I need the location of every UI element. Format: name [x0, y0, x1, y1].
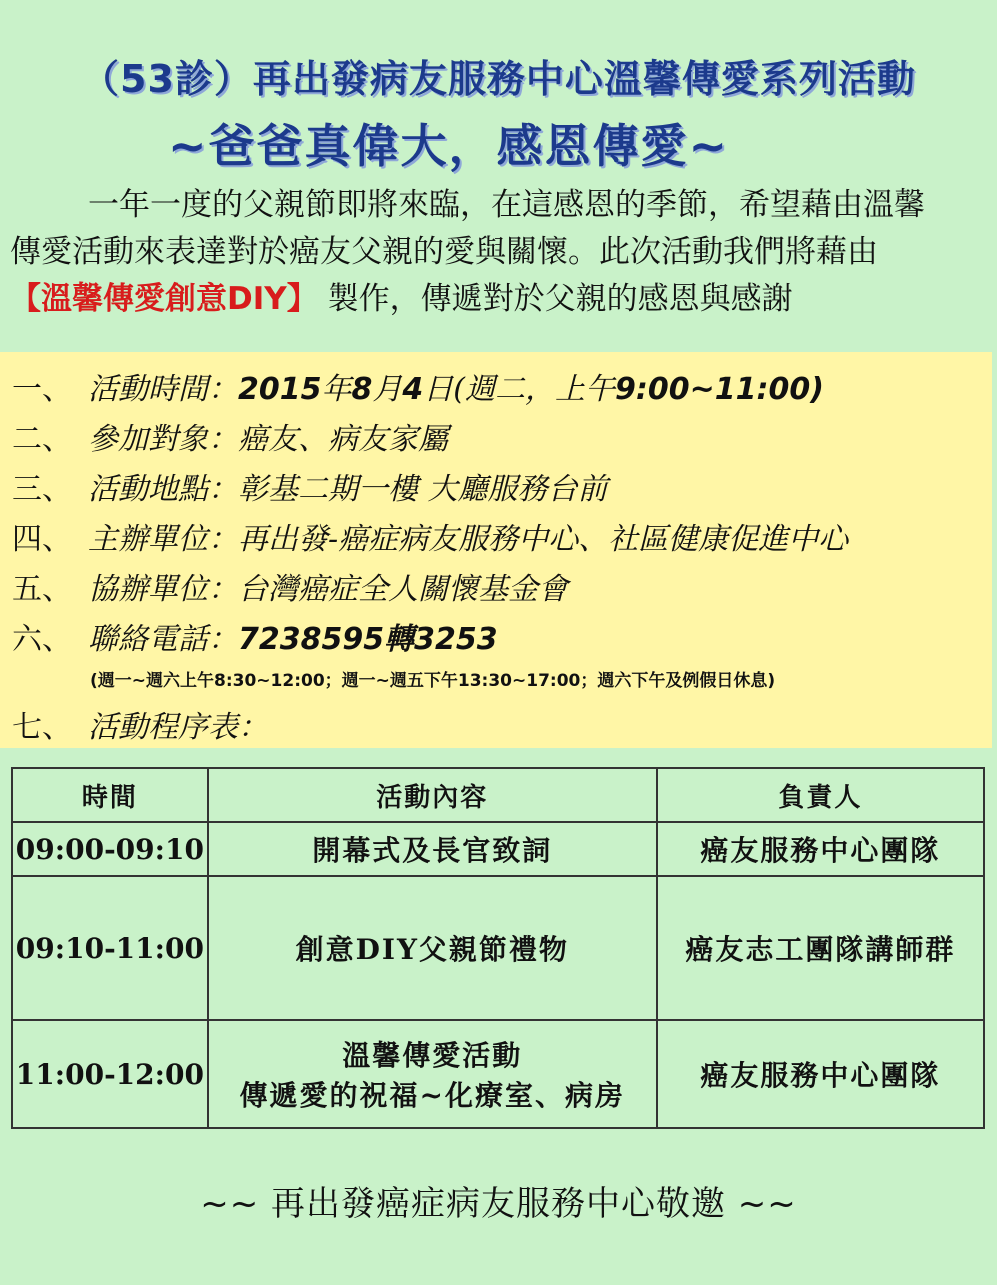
info-item-value: 9:00~11:00): [614, 372, 824, 407]
info-item-number: 六、: [12, 622, 72, 657]
info-item-co-organizer: [12, 564, 568, 608]
content-line: 溫馨傳愛活動: [342, 1039, 523, 1072]
intro-highlight: 【溫馨傳愛創意DIY】: [10, 281, 318, 317]
info-item-label: 主辦單位：: [88, 522, 238, 557]
page-subtitle: ~爸爸真偉大，感恩傳愛~: [167, 119, 730, 173]
info-item-number: 四、: [12, 522, 72, 557]
content-cell: [208, 1020, 657, 1128]
table-row: [12, 1020, 984, 1128]
office-hours-note: (週一~週六上午8:30~12:00；週一~週五下午13:30~17:00；週六下午及例假日休息): [90, 671, 776, 691]
info-item-value: 台灣癌症全人關懷基金會: [238, 572, 568, 607]
info-item-number: 五、: [12, 572, 72, 607]
info-item-number: 七、: [12, 710, 72, 745]
info-item-phone: [12, 614, 498, 658]
content-line: 傳遞愛的祝福~化療室、病房: [239, 1079, 625, 1112]
time-cell: 11:00-12:00: [12, 1020, 208, 1128]
table-row: [12, 876, 984, 1020]
table-row: [12, 822, 984, 876]
info-item-value: 癌友、病友家屬: [238, 422, 448, 457]
content-cell: 創意DIY父親節禮物: [208, 876, 657, 1020]
info-item-organizer: [12, 514, 848, 558]
info-item-value: 2015: [238, 372, 322, 407]
info-item-number: 二、: [12, 422, 72, 457]
info-item-value: 日(週二，上午: [423, 372, 615, 407]
time-cell: 09:10-11:00: [12, 876, 208, 1020]
table-header-row: [12, 768, 984, 822]
owner-cell: 癌友服務中心團隊: [657, 1020, 984, 1128]
info-item-value: 年: [321, 372, 352, 407]
info-item-number: 一、: [12, 372, 72, 407]
column-header: 負責人: [657, 768, 984, 822]
info-item-label: 活動地點：: [88, 472, 238, 507]
intro-paragraph: [10, 182, 990, 323]
info-item-schedule: [12, 702, 268, 746]
info-item-value: 4: [402, 372, 424, 407]
column-header: 時間: [12, 768, 208, 822]
info-item-number: 三、: [12, 472, 72, 507]
info-item-value: 7238595轉3253: [238, 622, 498, 657]
column-header: 活動內容: [208, 768, 657, 822]
info-item-label: 活動時間：: [88, 372, 238, 407]
info-item-participants: [12, 414, 448, 458]
schedule-table: [11, 767, 985, 1129]
info-item-value: 8: [351, 372, 373, 407]
footer-signature: ~~ 再出發癌症病友服務中心敬邀 ~~: [200, 1184, 797, 1224]
page-title: （53診）再出發病友服務中心溫馨傳愛系列活動: [81, 57, 916, 101]
info-item-value: 彰基二期一樓 大廳服務台前: [238, 472, 608, 507]
owner-cell: 癌友志工團隊講師群: [657, 876, 984, 1020]
time-cell: 09:00-09:10: [12, 822, 208, 876]
info-item-time: [12, 364, 824, 408]
info-item-value: 月: [372, 372, 403, 407]
info-item-label: 聯絡電話：: [88, 622, 238, 657]
intro-line-1: 一年一度的父親節即將來臨，在這感恩的季節，希望藉由溫馨: [88, 187, 925, 223]
content-cell: 開幕式及長官致詞: [208, 822, 657, 876]
info-item-location: [12, 464, 608, 508]
intro-line-3-text: 製作，傳遞對於父親的感恩與感謝: [327, 281, 793, 317]
info-item-label: 協辦單位：: [88, 572, 238, 607]
info-item-value: 再出發-癌症病友服務中心、社區健康促進中心: [238, 522, 849, 557]
intro-line-2: 傳愛活動來表達對於癌友父親的愛與關懷。此次活動我們將藉由: [10, 234, 878, 270]
event-info-box: [0, 352, 992, 748]
intro-line-3: [10, 276, 990, 323]
info-item-label: 活動程序表：: [88, 710, 268, 745]
info-item-label: 參加對象：: [88, 422, 238, 457]
owner-cell: 癌友服務中心團隊: [657, 822, 984, 876]
